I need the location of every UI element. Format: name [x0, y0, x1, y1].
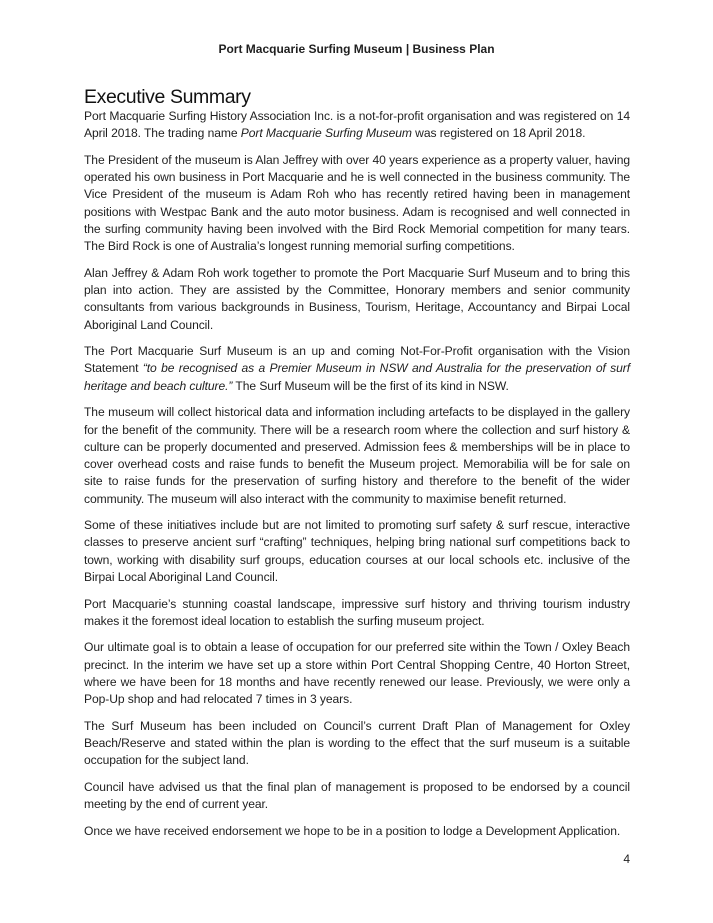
text-run: The President of the museum is Alan Jeffrey with over 40 years experience as a property valuer, having operated his own business in Port Macquarie and he is well connected in the business community. The Vice President of the museum is Adam Roh who has recently retired having been in management positions with Westpac Bank and the auto motor business. Adam is recognised and well connected in the surfing community having been involved with the Bird Rock Memorial competition for many tears. The Bird Rock is one of Australia’s longest running memorial surfing competitions. — [84, 152, 630, 254]
section-heading: Executive Summary — [84, 86, 251, 108]
page-number: 4 — [623, 852, 630, 866]
page-content — [84, 86, 630, 849]
body-text — [84, 108, 630, 840]
paragraph — [84, 343, 630, 395]
paragraph — [84, 404, 630, 508]
paragraph — [84, 596, 630, 631]
paragraph — [84, 718, 630, 770]
text-run: The Port Macquarie Surf Museum is an up and coming Not-For-Profit organisation with the Vision Statement — [84, 344, 630, 376]
text-run: The museum will collect historical data and information including artefacts to be displayed in the gallery for the benefit of the community. There will be a research room where the collection and surf history & culture can be properly documented and preserved. Admission fees & memberships will be in place to cover overhead costs and raise funds to benefit the Museum project. Memorabilia will be for sale on site to raise funds for the preservation of surfing history and therefore to the benefit of the wider community. The museum will also interact with the community to maximise benefit returned. — [84, 405, 630, 506]
text-run: Some of these initiatives include but are not limited to promoting surf safety & surf rescue, interactive classes to preserve ancient surf “crafting” techniques, helping bring national surf competitions back to town, working with disability surf groups, education courses at our local schools etc. inclusive of the Birpai Local Aboriginal Land Council. — [84, 518, 630, 585]
text-run: Council have advised us that the final plan of management is proposed to be endorsed by a council meeting by the end of current year. — [84, 779, 630, 812]
text-run: The Surf Museum has been included on Council’s current Draft Plan of Management for Oxley Beach/Reserve and stated within the plan is wording to the effect that the surf museum is a suitable occupation for the subject land. — [84, 718, 630, 768]
paragraph — [84, 265, 630, 334]
page-header: Port Macquarie Surfing Museum | Business Plan — [218, 42, 495, 56]
paragraph — [84, 779, 630, 814]
italic-text: “to be recognised as a Premier Museum in NSW and Australia for the preservation of surf heritage and beach culture.” — [84, 361, 631, 393]
text-run: Alan Jeffrey & Adam Roh work together to promote the Port Macquarie Surf Museum and to bring this plan into action. They are assisted by the Committee, Honorary members and senior community consultants from various backgrounds in Business, Tourism, Heritage, Accountancy and Birpai Local Aboriginal Land Council. — [84, 265, 630, 332]
text-run: The Surf Museum will be the first of its kind in NSW. — [232, 378, 509, 393]
text-run: Our ultimate goal is to obtain a lease of occupation for our preferred site within the Town / Oxley Beach precinct. In the interim we have set up a store within Port Central Shopping Centre, 40 Horton Street, where we have been for 18 months and have recently renewed our lease. Previously, we were only a Pop-Up shop and had relocated 7 times in 3 years. — [84, 640, 630, 707]
paragraph — [84, 639, 630, 708]
paragraph — [84, 108, 630, 143]
paragraph — [84, 517, 630, 586]
text-run: Once we have received endorsement we hope to be in a position to lodge a Development Application. — [84, 823, 621, 838]
paragraph — [84, 823, 630, 840]
text-run: Port Macquarie’s stunning coastal landscape, impressive surf history and thriving tourism industry makes it the foremost ideal location to establish the surfing museum project. — [84, 596, 630, 628]
text-run: was registered on 18 April 2018. — [411, 126, 586, 141]
italic-text: Port Macquarie Surfing Museum — [240, 126, 412, 141]
paragraph — [84, 152, 630, 256]
text-run: Port Macquarie Surfing History Association Inc. is a not-for-profit organisation and was registered on 14 April 2018. The trading name — [84, 109, 630, 141]
